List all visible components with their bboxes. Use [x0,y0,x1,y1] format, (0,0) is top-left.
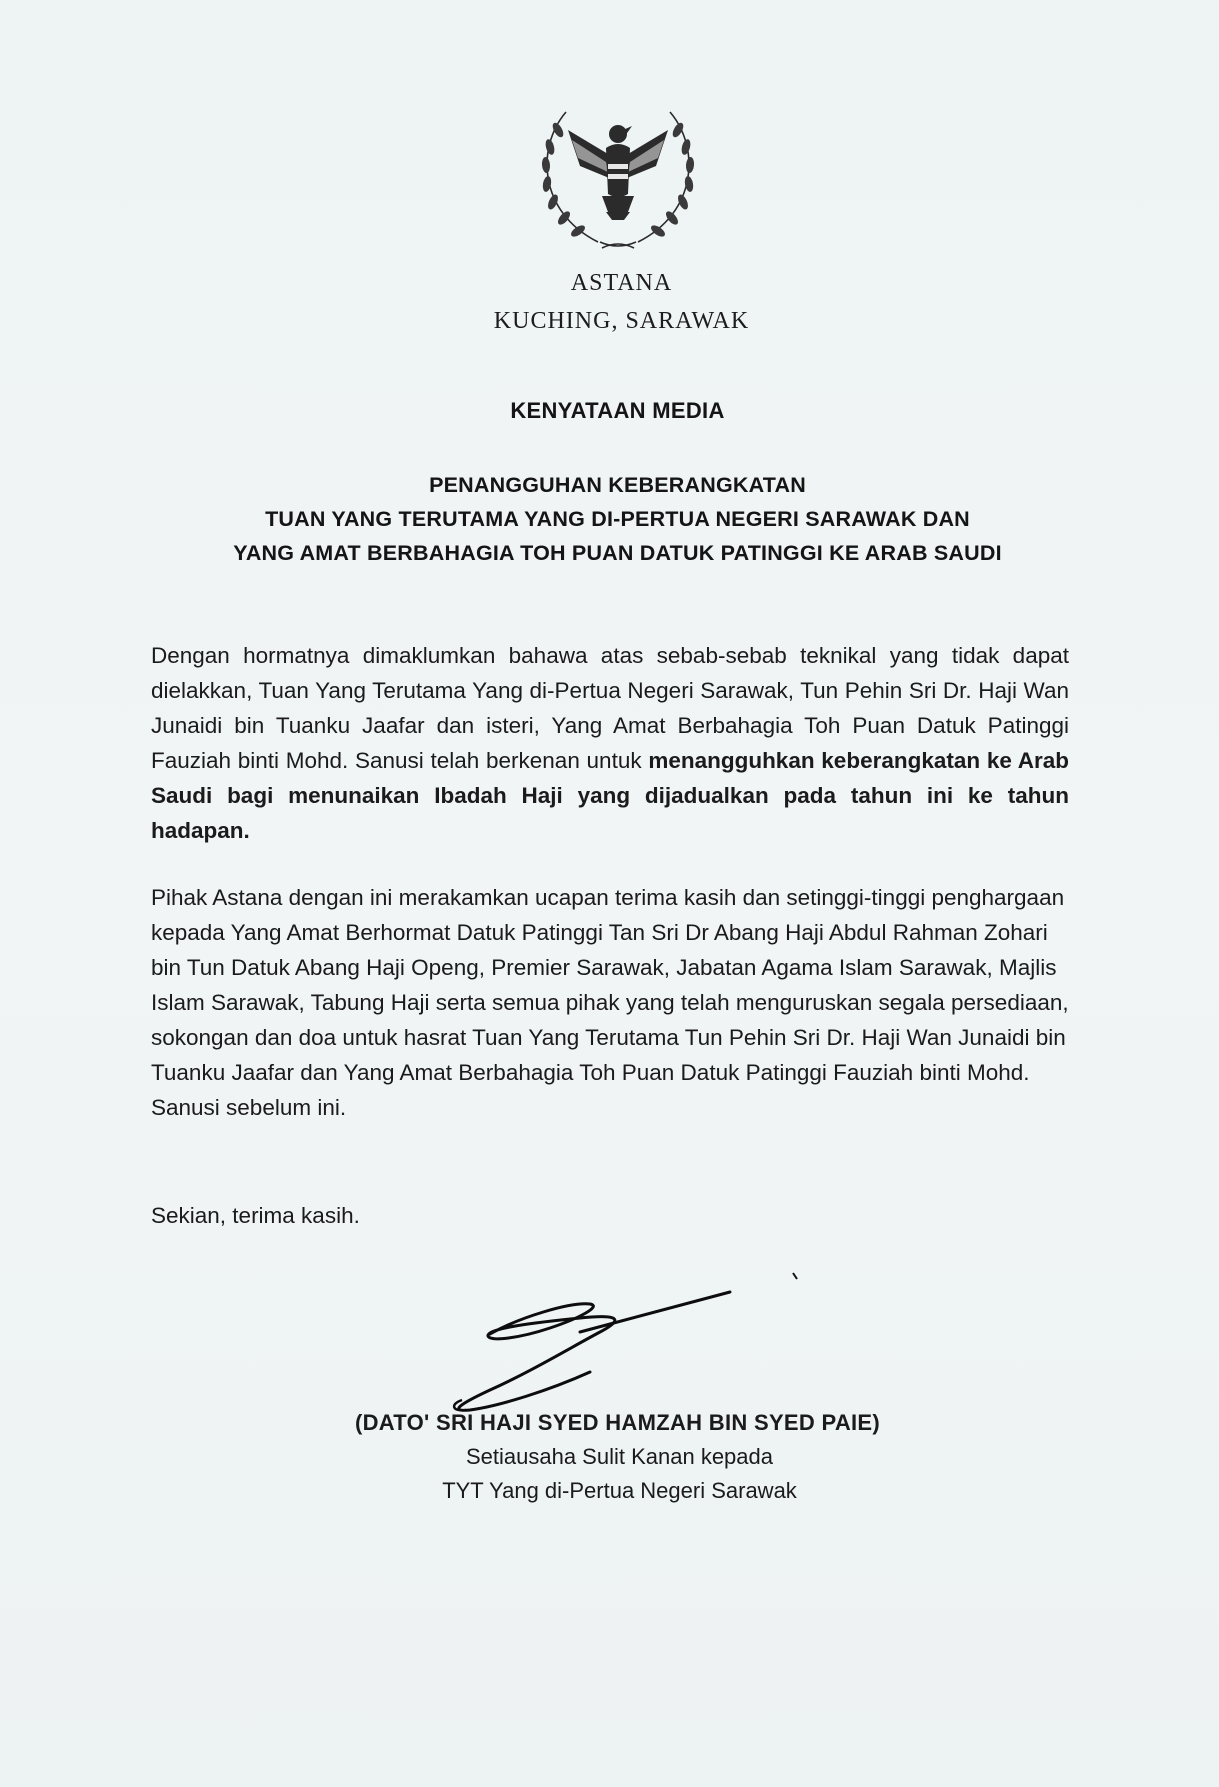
paragraph-emphasis: menangguhkan keberangkatan ke Arab Saudi bagi menunaikan Ibadah Haji yang dijadualkan pada tahun ini ke tahun hadapan. [151,748,1069,843]
closing-line [151,1198,1069,1233]
org-location: KUCHING, SARAWAK [493,308,750,334]
signatory-title: Setiausaha Sulit Kanan kepada [465,1444,773,1469]
document-type-heading: KENYATAAN MEDIA [510,398,725,423]
signatory-office: TYT Yang di-Pertua Negeri Sarawak [442,1478,797,1503]
ink-mark [792,1272,798,1280]
paragraph-text: Pihak Astana dengan ini merakamkan ucapan terima kasih dan setinggi-tinggi penghargaan kepada Yang Amat Berhormat Datuk Patinggi Tan Sri Dr Abang Haji Abdul Rahman Zohari bin Tun Datuk Abang Haji Openg, Premier Sarawak, Jabatan Agama Islam Sarawak, Majlis Islam Sarawak, Tabung Haji serta semua pihak yang telah menguruskan segala persediaan, sokongan dan doa untuk hasrat Tuan Yang Terutama Tun Pehin Sri Dr. Haji Wan Junaidi bin Tuanku Jaafar dan Yang Amat Berbahagia Toh Puan Datuk Patinggi Fauziah binti Mohd. Sanusi sebelum ini. [151,885,1069,1120]
closing-text: Sekian, terima kasih. [151,1203,360,1228]
subject-line: TUAN YANG TERUTAMA YANG DI-PERTUA NEGERI SARAWAK DAN [265,507,970,531]
sarawak-crest-icon [528,92,708,262]
subject-line: YANG AMAT BERBAHAGIA TOH PUAN DATUK PATINGGI KE ARAB SAUDI [233,541,1002,565]
subject-line: PENANGGUHAN KEBERANGKATAN [429,473,806,497]
handwritten-signature [430,1262,750,1422]
paragraph-text: Dengan hormatnya dimaklumkan bahawa atas sebab-sebab teknikal yang tidak dapat dielakkan, Tuan Yang Terutama Yang di-Pertua Negeri Sarawak, Tun Pehin Sri Dr. Haji Wan Junaidi bin Tuanku Jaafar dan isteri, Yang Amat Berbahagia Toh Puan Datuk Patinggi Fauziah binti Mohd. Sanusi telah berkenan untuk [151,643,1069,773]
body-paragraph-2 [151,880,1069,1125]
subject-heading [8,468,1219,570]
signatory-name: (DATO' SRI HAJI SYED HAMZAH BIN SYED PAIE) [354,1410,881,1435]
body-paragraph-1 [151,638,1069,848]
org-name: ASTANA [570,270,673,296]
